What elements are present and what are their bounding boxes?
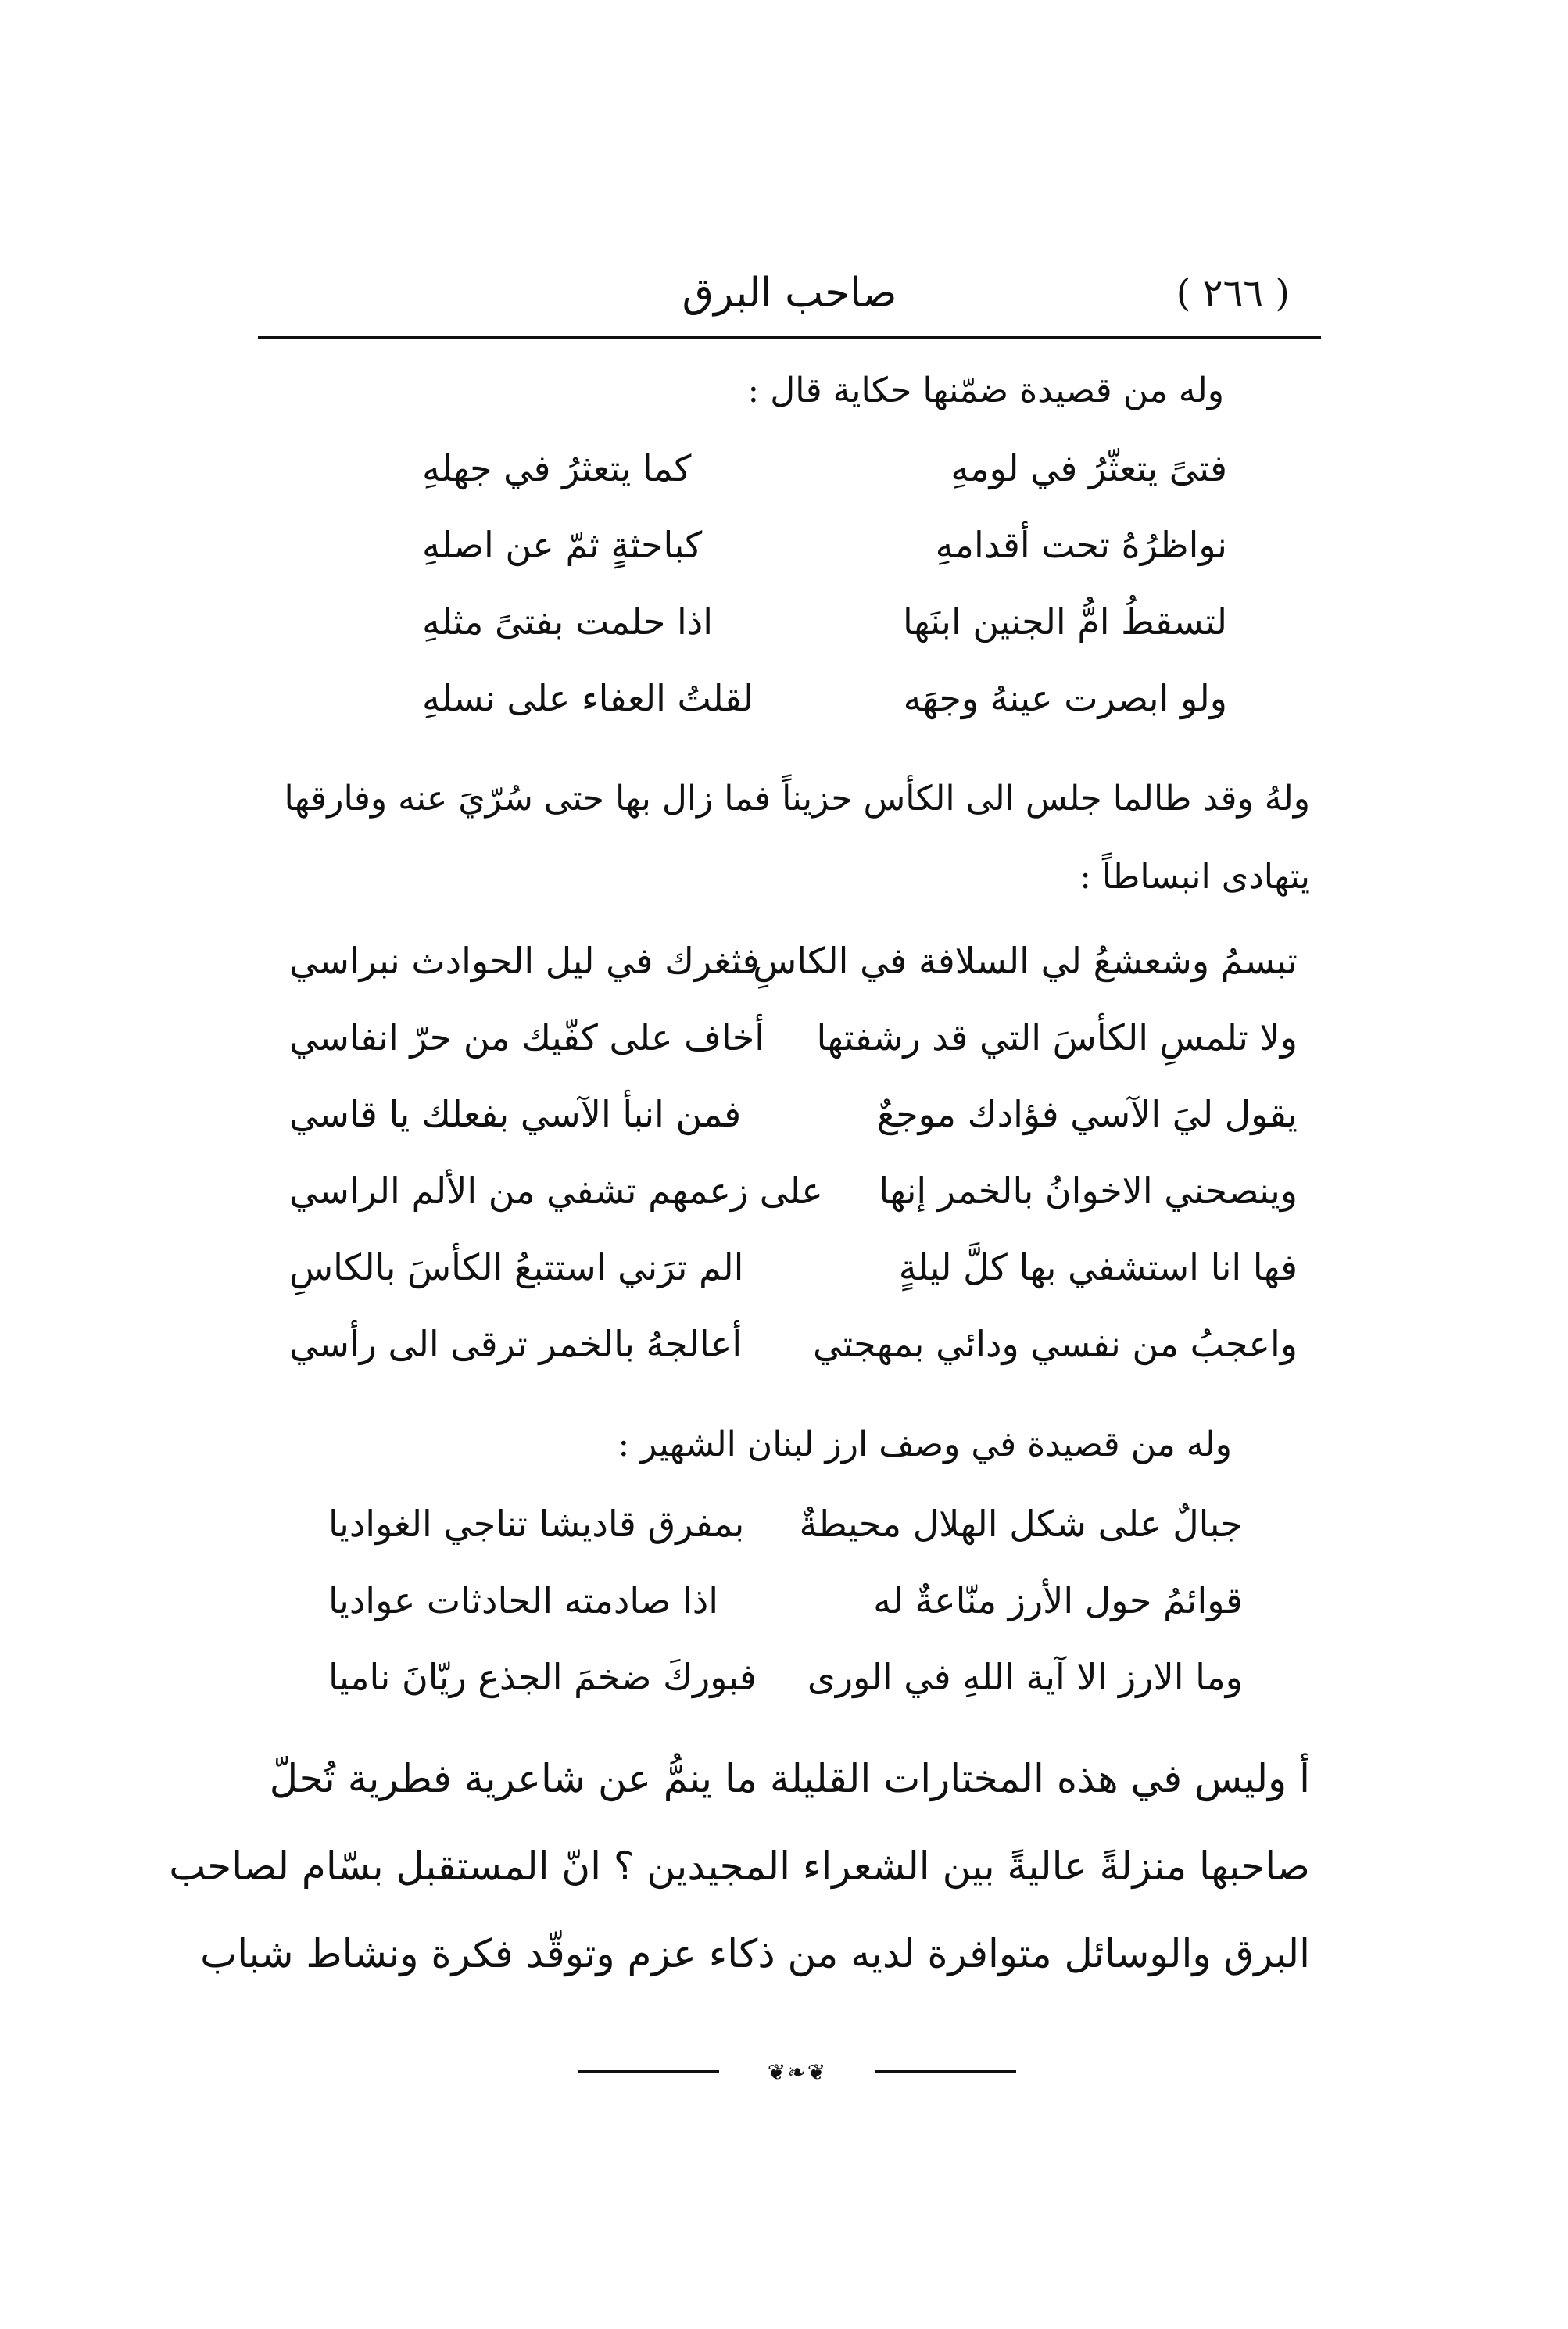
section1-verses: [422, 430, 1227, 736]
section3-verses: [328, 1485, 1243, 1715]
verse-right-hemistich: جبالٌ على شكل الهلال محيطةٌ: [799, 1503, 1243, 1545]
verse-left-hemistich: فمن انبأ الآسي بفعلك يا قاسي: [289, 1093, 742, 1135]
verse-left-hemistich: اذا حلمت بفتىً مثلهِ: [422, 600, 714, 643]
verse-right-hemistich: نواظرُهُ تحت أقدامهِ: [935, 524, 1227, 566]
verse-left-hemistich: على زعمهم تشفي من الألم الراسي: [289, 1170, 823, 1212]
page-header: [258, 258, 1321, 328]
verse-right-hemistich: يقول ليَ الآسي فؤادك موجعٌ: [876, 1093, 1298, 1135]
verse-right-hemistich: قوائمُ حول الأرز منّاعةٌ له: [873, 1579, 1243, 1621]
verse-row: [422, 507, 1227, 583]
section3-intro: وله من قصيدة في وصف ارز لبنان الشهير :: [618, 1424, 1232, 1464]
verse-row: [422, 660, 1227, 736]
verse-left-hemistich: فبوركَ ضخمَ الجذع ريّانَ ناميا: [328, 1656, 757, 1698]
verse-row: [422, 583, 1227, 660]
verse-right-hemistich: لتسقطُ امُّ الجنين ابنَها: [903, 600, 1227, 643]
verse-left-hemistich: أخاف على كفّيك من حرّ انفاسي: [289, 1016, 765, 1059]
verse-row: [328, 1562, 1243, 1639]
verse-right-hemistich: ولو ابصرت عينهُ وجهَه: [903, 677, 1227, 719]
verse-right-hemistich: واعجبُ من نفسي ودائي بمهجتي: [812, 1323, 1298, 1365]
ornament-flourish-icon: ❦❧❦: [719, 2061, 875, 2084]
verse-row: [289, 1229, 1298, 1306]
verse-left-hemistich: الم ترَني استتبعُ الكأسَ بالكاسِ: [289, 1246, 744, 1288]
verse-left-hemistich: لقلتُ العفاء على نسلهِ: [422, 677, 754, 719]
section1-intro: وله من قصيدة ضمّنها حكاية قال :: [747, 371, 1224, 410]
verse-row: [289, 999, 1298, 1076]
end-ornament: [578, 2061, 1016, 2084]
verse-row: [289, 1152, 1298, 1229]
verse-left-hemistich: فثغرك في ليل الحوادث نبراسي: [289, 940, 760, 982]
page-number: ( ٢٦٦ ): [1176, 271, 1290, 315]
section2-intro-line2: يتهادى انبساطاً :: [1079, 857, 1310, 897]
verse-right-hemistich: وما الارز الا آية اللهِ في الورى: [807, 1656, 1243, 1698]
verse-row: [328, 1639, 1243, 1715]
verse-left-hemistich: كما يتعثرُ في جهلهِ: [422, 447, 692, 489]
conclusion-line-1: أ وليس في هذه المختارات القليلة ما ينمُّ عن شاعرية فطرية تُحلّ: [269, 1756, 1310, 1801]
verse-right-hemistich: فها انا استشفي بها كلَّ ليلةٍ: [898, 1246, 1298, 1288]
verse-right-hemistich: فتىً يتعثّرُ في لومهِ: [950, 447, 1227, 489]
verse-left-hemistich: اذا صادمته الحادثات عواديا: [328, 1579, 719, 1621]
verse-row: [289, 1076, 1298, 1152]
verse-right-hemistich: وينصحني الاخوانُ بالخمر إنها: [879, 1170, 1298, 1212]
verse-left-hemistich: بمفرق قاديشا تناجي الغواديا: [328, 1503, 745, 1545]
conclusion-line-3: البرق والوسائل متوافرة لديه من ذكاء عزم وتوقّد فكرة ونشاط شباب: [200, 1931, 1310, 1976]
verse-right-hemistich: ولا تلمسِ الكأسَ التي قد رشفتها: [816, 1016, 1298, 1059]
section2-verses: [289, 923, 1298, 1382]
header-rule: [258, 336, 1321, 339]
verse-row: [328, 1485, 1243, 1562]
verse-row: [289, 1306, 1298, 1382]
verse-left-hemistich: أعالجهُ بالخمر ترقى الى رأسي: [289, 1323, 743, 1365]
conclusion-line-2: صاحبها منزلةً عاليةً بين الشعراء المجيدين ؟ انّ المستقبل بسّام لصاحب: [169, 1843, 1310, 1889]
verse-left-hemistich: كباحثةٍ ثمّ عن اصلهِ: [422, 524, 703, 566]
verse-row: [422, 430, 1227, 507]
running-title: صاحب البرق: [682, 270, 897, 317]
verse-row: [289, 923, 1298, 999]
section2-intro-line1: ولهُ وقد طالما جلس الى الكأس حزيناً فما زال بها حتى سُرّيَ عنه وفارقها: [284, 779, 1310, 819]
verse-right-hemistich: تبسمُ وشعشعُ لي السلافة في الكاسِ: [753, 940, 1298, 982]
